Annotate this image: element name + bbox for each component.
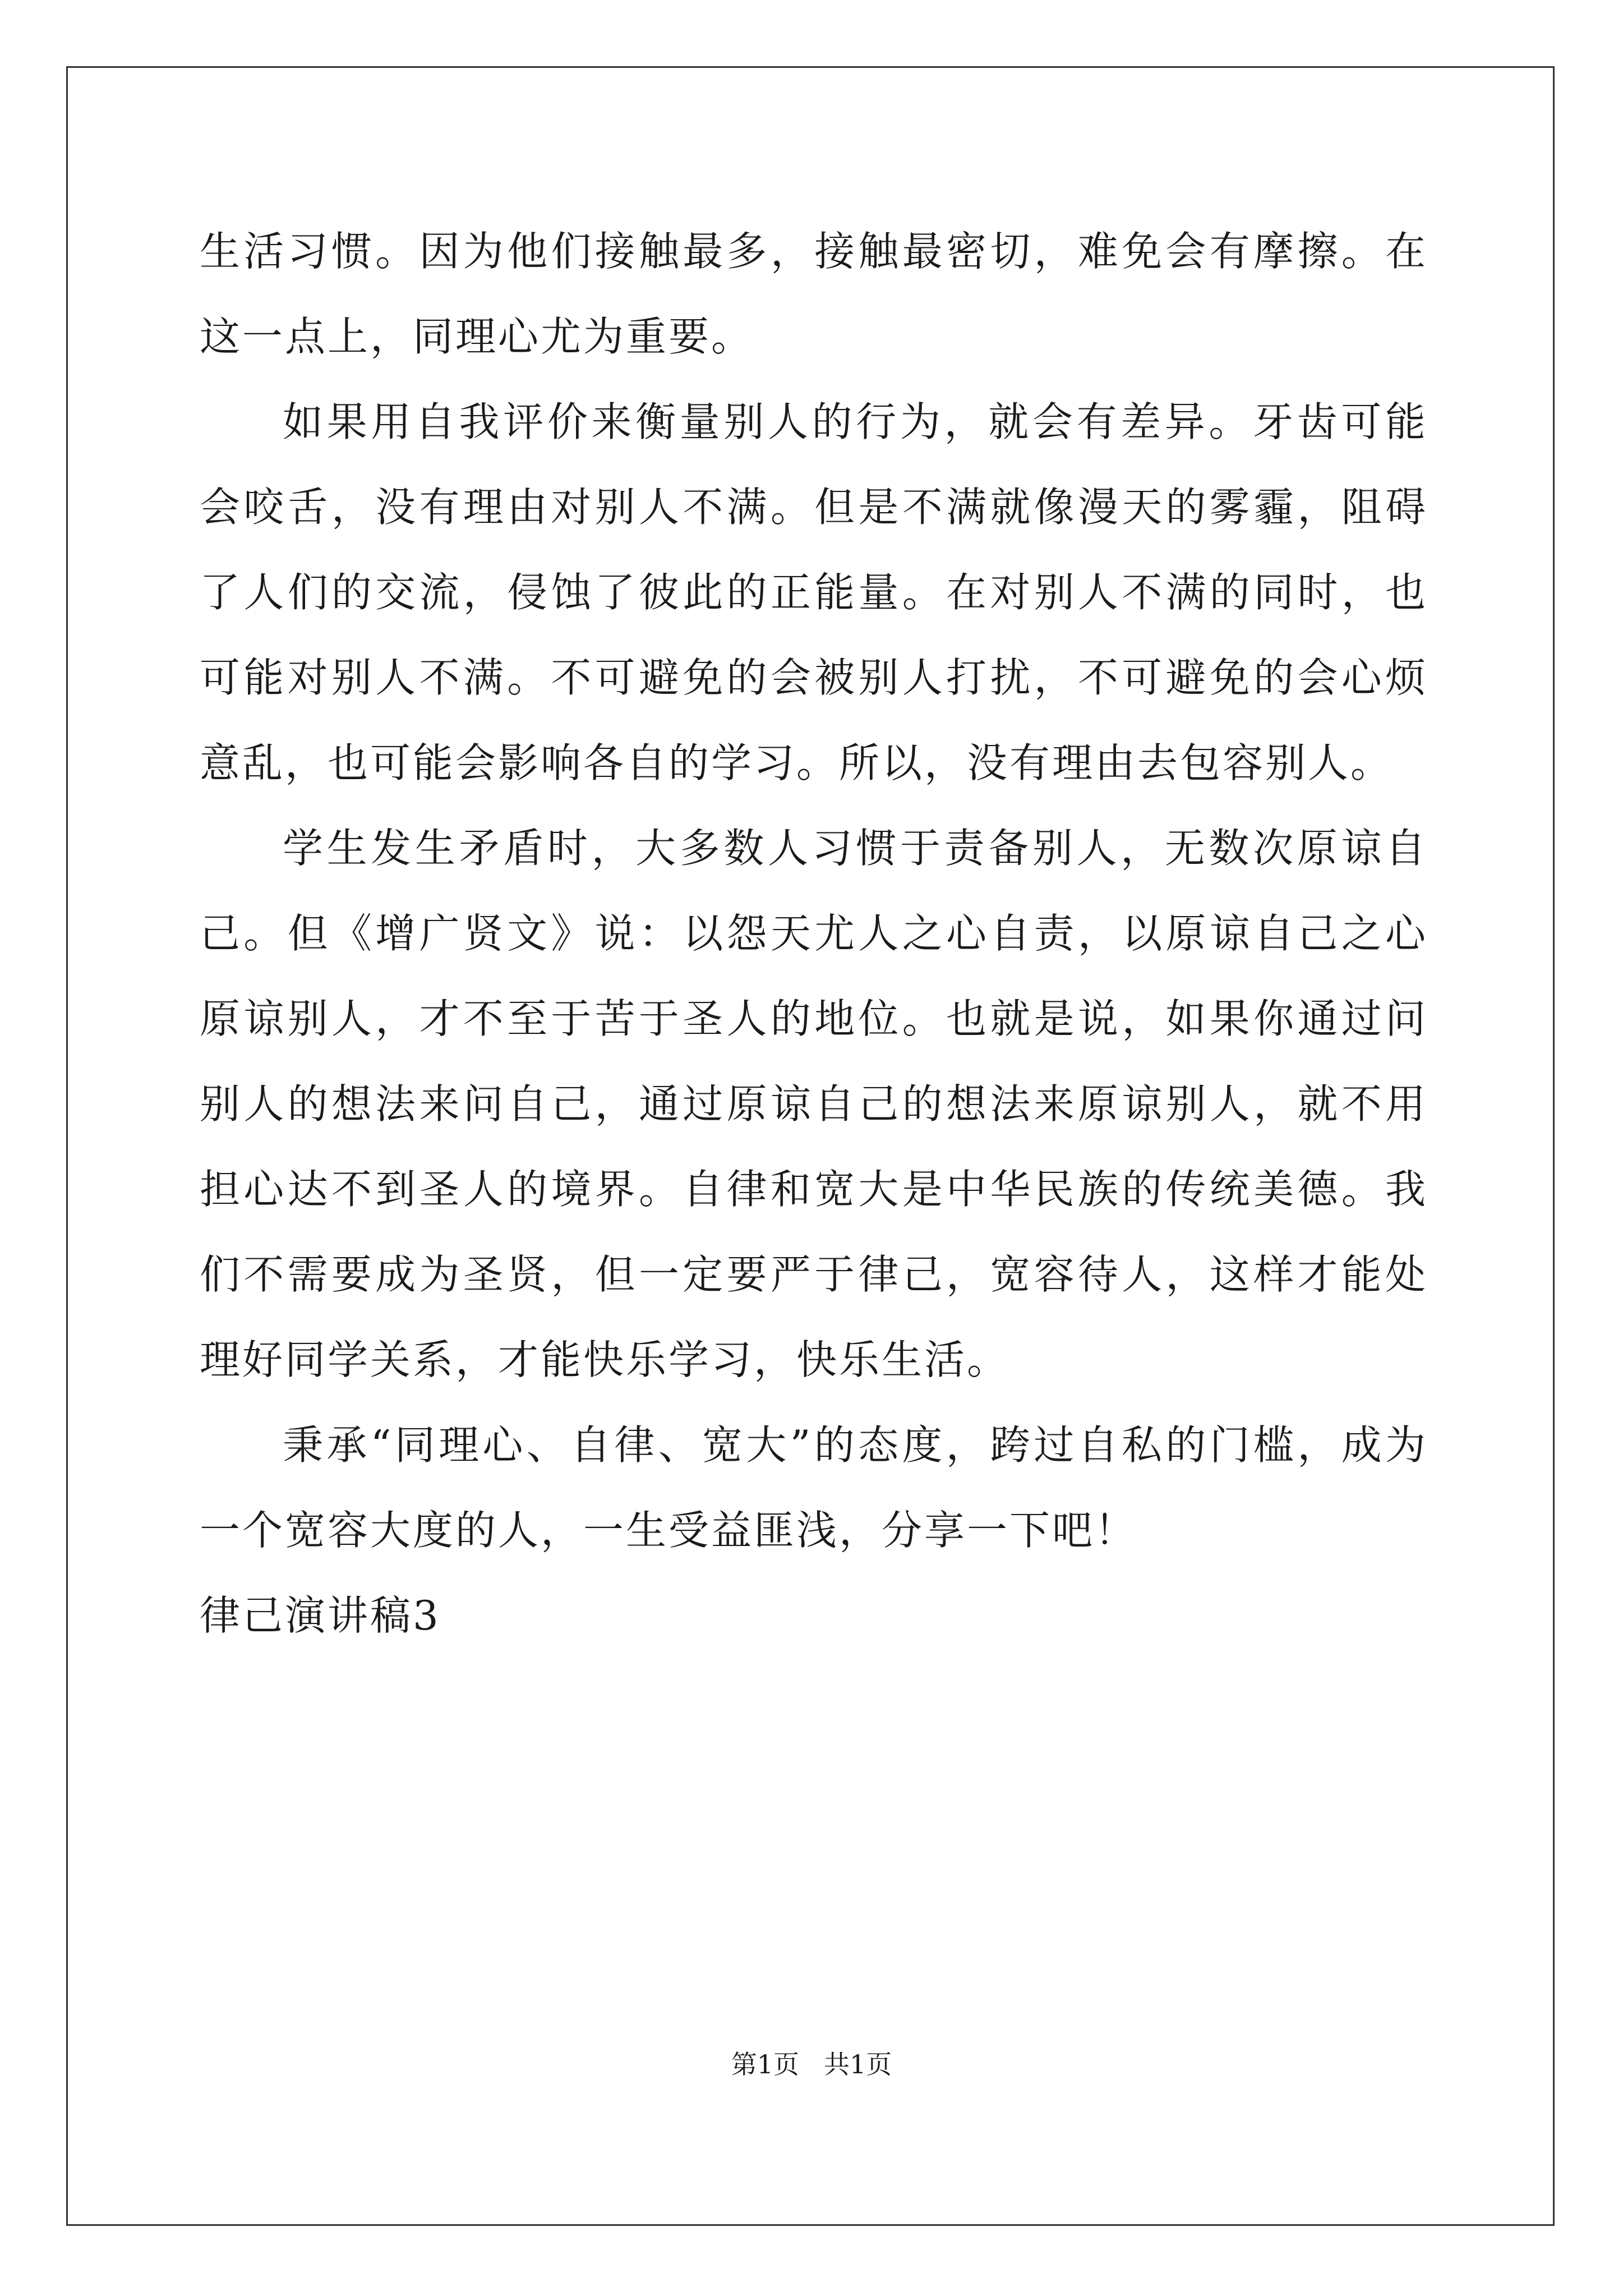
paragraph-2: 如果用自我评价来衡量别人的行为，就会有差异。牙齿可能会咬舌，没有理由对别人不满。但是不满就像漫天的雾霾，阻碍了人们的交流，侵蚀了彼此的正能量。在对别人不满的同时，也可能对别人不满。不可避免的会被别人打扰，不可避免的会心烦意乱，也可能会影响各自的学习。所以，没有理由去包容别人。 (200, 398, 1428, 786)
page-number-total: 共1页 (824, 2049, 892, 2079)
page-footer (0, 2047, 1623, 2081)
paragraph-1: 生活习惯。因为他们接触最多，接触最密切，难免会有摩擦。在这一点上，同理心尤为重要。 (200, 228, 1428, 360)
section-heading: 律己演讲稿3 (200, 1592, 441, 1639)
paragraph-3: 学生发生矛盾时，大多数人习惯于责备别人，无数次原谅自己。但《增广贤文》说：以怨天尤人之心自责，以原谅自己之心原谅别人，才不至于苦于圣人的地位。也就是说，如果你通过问别人的想法来问自己，通过原谅自己的想法来原谅别人，就不用担心达不到圣人的境界。自律和宽大是中华民族的传统美德。我们不需要成为圣贤，但一定要严于律己，宽容待人，这样才能处理好同学关系，才能快乐学习，快乐生活。 (200, 825, 1428, 1383)
document-body (200, 209, 1428, 1658)
page-number-current: 第1页 (731, 2049, 799, 2079)
paragraph-4: 秉承“同理心、自律、宽大”的态度，跨过自私的门槛，成为一个宽容大度的人，一生受益匪浅，分享一下吧！ (200, 1421, 1428, 1554)
